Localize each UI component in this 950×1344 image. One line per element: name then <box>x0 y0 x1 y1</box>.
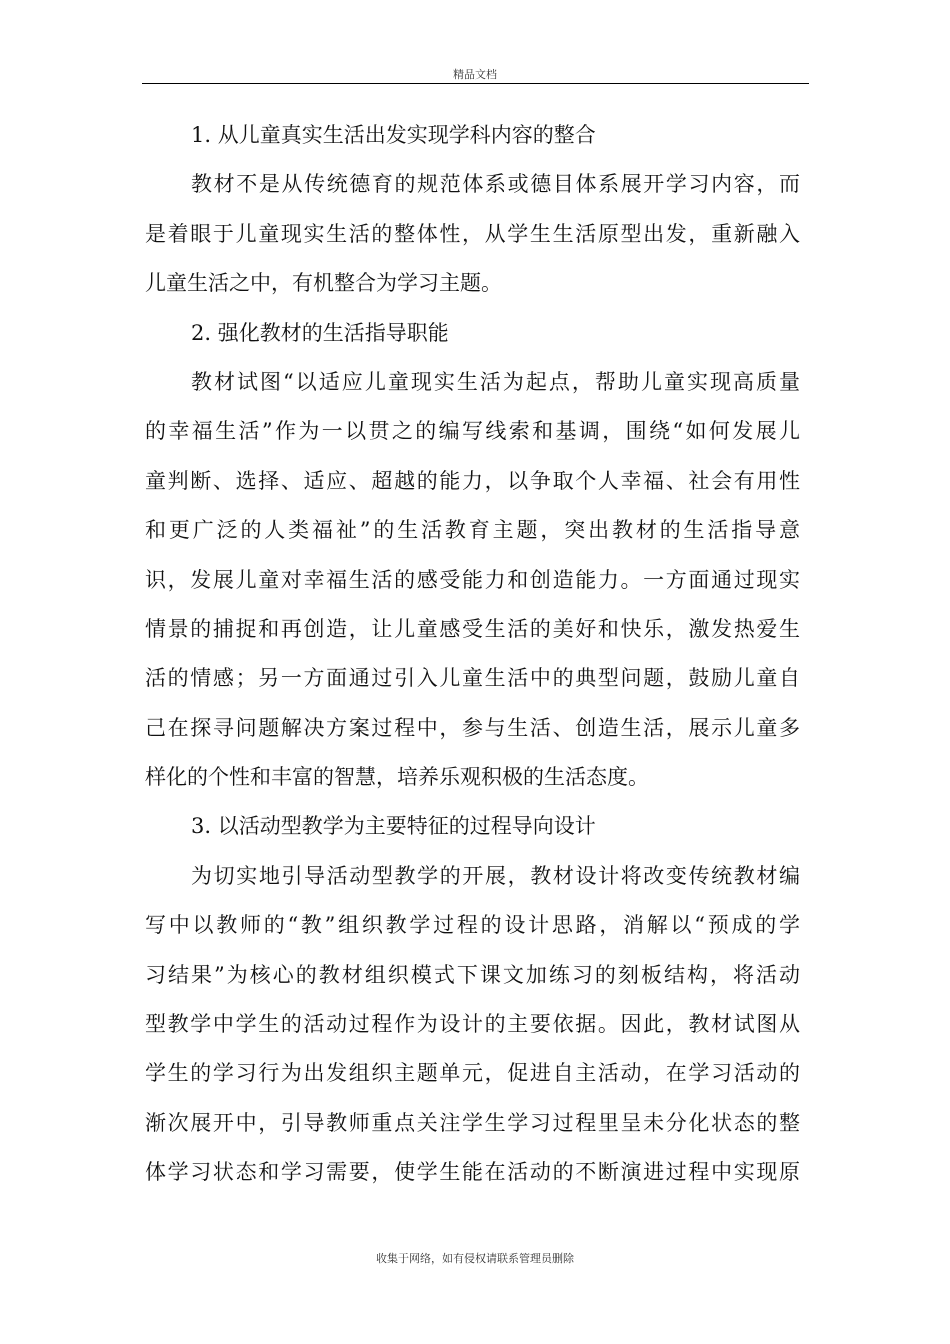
text-line: 学生的学习行为出发组织主题单元，促进自主活动，在学习活动的 <box>145 1061 800 1086</box>
text-line: 识，发展儿童对幸福生活的感受能力和创造能力。一方面通过现实 <box>145 567 800 592</box>
document-body <box>145 111 800 1247</box>
section-heading-2: 2. 强化教材的生活指导职能 <box>191 320 449 345</box>
text-line: 儿童生活之中，有机整合为学习主题。 <box>145 271 502 296</box>
text-line: 体学习状态和学习需要，使学生能在活动的不断演进过程中实现原 <box>145 1160 800 1185</box>
text-line: 是着眼于儿童现实生活的整体性，从学生生活原型出发，重新融入 <box>145 221 800 246</box>
text-line: 渐次展开中，引导教师重点关注学生学习过程里呈未分化状态的整 <box>145 1110 800 1135</box>
text-line: 活的情感；另一方面通过引入儿童生活中的典型问题，鼓励儿童自 <box>145 666 800 691</box>
text-line: 型教学中学生的活动过程作为设计的主要依据。因此，教材试图从 <box>145 1012 800 1037</box>
text-line: 情景的捕捉和再创造，让儿童感受生活的美好和快乐，激发热爱生 <box>145 616 800 641</box>
text-line: 习结果”为核心的教材组织模式下课文加练习的刻板结构，将活动 <box>145 962 800 987</box>
text-line: 样化的个性和丰富的智慧，培养乐观积极的生活态度。 <box>145 765 649 790</box>
page-footer: 收集于网络，如有侵权请联系管理员删除 <box>376 1252 574 1265</box>
text-line: 教材不是从传统德育的规范体系或德目体系展开学习内容，而 <box>191 172 800 197</box>
section-heading-1: 1. 从儿童真实生活出发实现学科内容的整合 <box>191 123 596 147</box>
text-line: 和更广泛的人类福祉”的生活教育主题，突出教材的生活指导意 <box>145 518 800 543</box>
text-line: 己在探寻问题解决方案过程中，参与生活、创造生活，展示儿童多 <box>145 715 800 740</box>
text-line: 童判断、选择、适应、超越的能力，以争取个人幸福、社会有用性 <box>145 468 800 493</box>
text-line: 为切实地引导活动型教学的开展，教材设计将改变传统教材编 <box>191 863 800 888</box>
page-header: 精品文档 <box>453 68 497 81</box>
text-line <box>145 1198 800 1247</box>
text-line: 写中以教师的“教”组织教学过程的设计思路，消解以“预成的学 <box>145 913 800 938</box>
header-divider <box>142 83 809 84</box>
text-line: 教材试图“以适应儿童现实生活为起点，帮助儿童实现高质量 <box>191 369 800 394</box>
text-line: 的幸福生活”作为一以贯之的编写线索和基调，围绕“如何发展儿 <box>145 419 800 444</box>
section-heading-3: 3. 以活动型教学为主要特征的过程导向设计 <box>191 814 596 839</box>
